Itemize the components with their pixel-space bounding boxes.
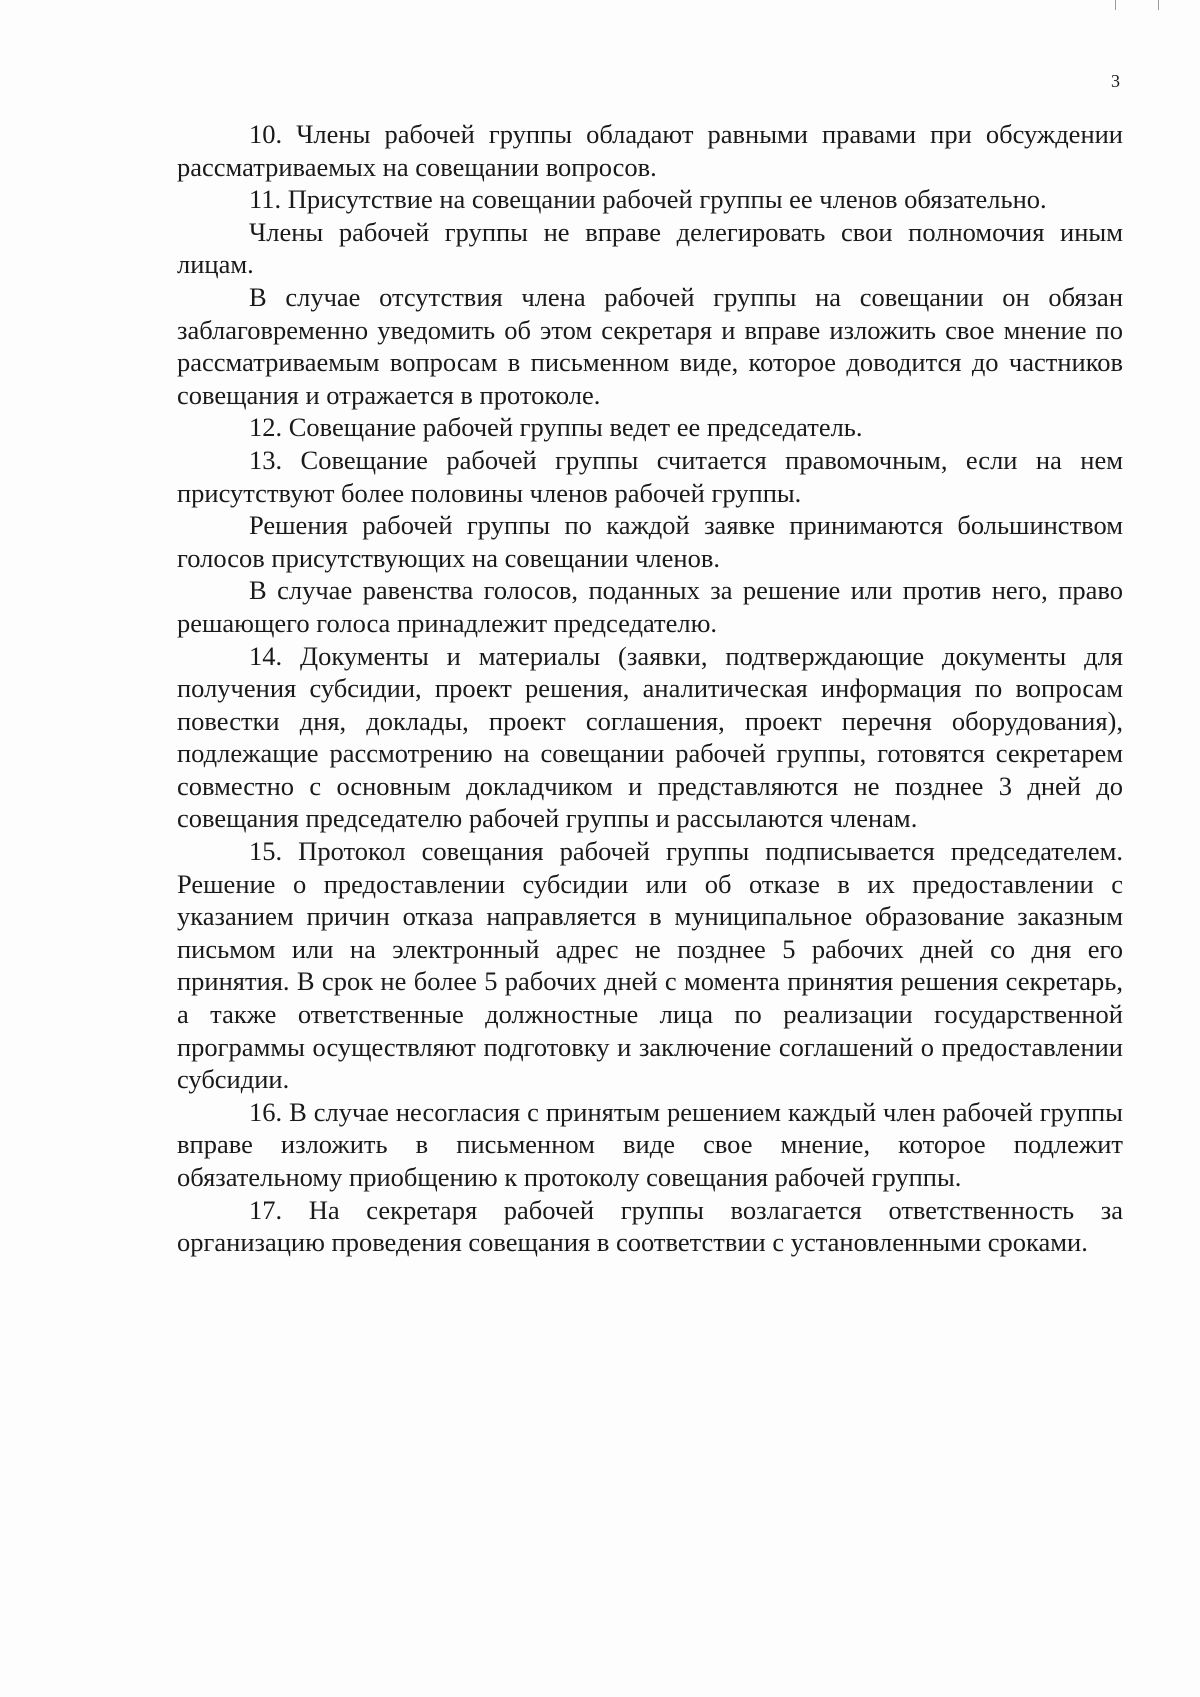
paragraph-11-delegation: Члены рабочей группы не вправе делегировать свои полномочия иным лицам.	[177, 216, 1123, 280]
paragraph-12: 12. Совещание рабочей группы ведет ее председатель.	[249, 412, 863, 443]
paragraph-10: 10. Члены рабочей группы обладают равными правами при обсуждении рассматриваемых на совещании вопросов.	[177, 119, 1123, 182]
paragraph-13-decisions: Решения рабочей группы по каждой заявке принимаются большинством голосов присутствующих на совещании членов.	[177, 510, 1123, 573]
document-body	[177, 118, 1123, 1259]
paragraph-15: 15. Протокол совещания рабочей группы подписывается председателем. Решение о предоставлении субсидии или об отказе в их предоставлении с указанием причин отказа направляется в муниципальное образование заказным письмом или на электронный адрес не позднее 5 рабочих дней со дня его принятия. В срок не более 5 рабочих дней с момента принятия решения секретарь, а также ответственные должностные лица по реализации государственной программы осуществляют подготовку и заключение соглашений о предоставлении субсидии.	[177, 836, 1123, 1095]
paragraph-17: 17. На секретаря рабочей группы возлагается ответственность за организацию проведения совещания в соответствии с установленными сроками.	[177, 1194, 1123, 1258]
page-number: 3	[1111, 71, 1120, 91]
scan-edge-mark	[1158, 0, 1159, 10]
paragraph-11: 11. Присутствие на совещании рабочей группы ее членов обязательно.	[249, 184, 1047, 215]
paragraph-16: 16. В случае несогласия с принятым решением каждый член рабочей группы вправе изложить в письменном виде свое мнение, которое подлежит обязательному приобщению к протоколу совещания рабочей группы.	[177, 1096, 1123, 1192]
scan-edge-mark	[1115, 0, 1116, 10]
paragraph-14: 14. Документы и материалы (заявки, подтверждающие документы для получения субсидии, проект решения, аналитическая информация по вопросам повестки дня, доклады, проект соглашения, проект перечня оборудования), подлежащие рассмотрению на совещании рабочей группы, готовятся секретарем совместно с основным докладчиком и представляются не позднее 3 дней до совещания председателю рабочей группы и рассылаются членам.	[177, 640, 1123, 834]
paragraph-11-absence: В случае отсутствия члена рабочей группы на совещании он обязан заблаговременно уведомить об этом секретаря и вправе изложить свое мнение по рассматриваемым вопросам в письменном виде, которое доводится до частников совещания и отражается в протоколе.	[177, 281, 1123, 410]
paragraph-13: 13. Совещание рабочей группы считается правомочным, если на нем присутствуют более половины членов рабочей группы.	[177, 444, 1123, 508]
paragraph-13-tie-vote: В случае равенства голосов, поданных за решение или против него, право решающего голоса принадлежит председателю.	[177, 575, 1123, 638]
